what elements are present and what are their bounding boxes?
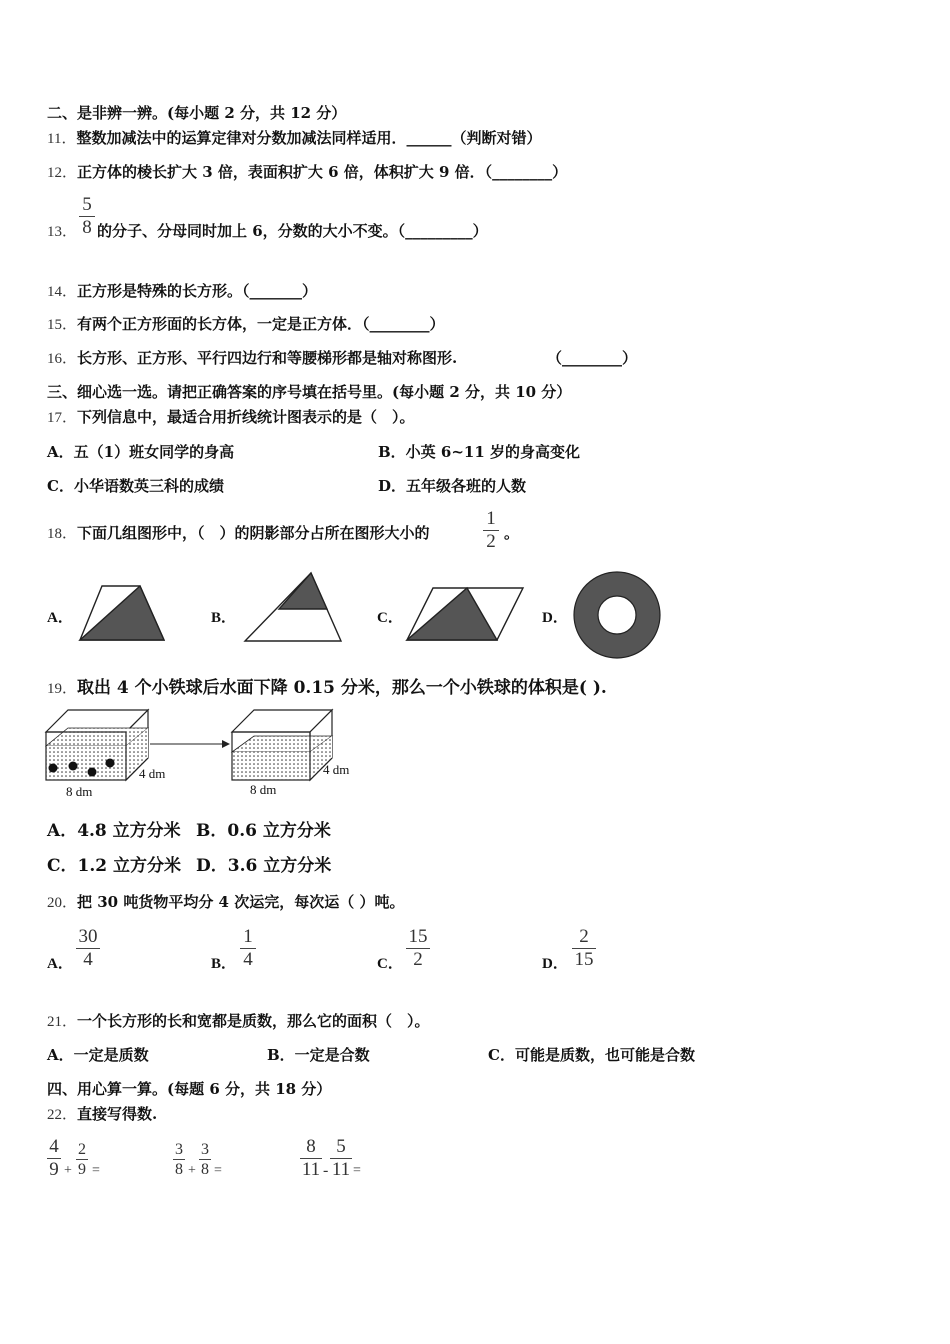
section-2-title: 二、是非辨一辨。(每小题 2 分，共 12 分）: [47, 104, 347, 122]
option-a[interactable]: A．五（1）班女同学的身高: [47, 443, 235, 461]
question-text: 正方形是特殊的长方形。（_______）: [77, 282, 318, 300]
question-19: [47, 677, 607, 700]
option-b-label[interactable]: B．: [211, 610, 237, 626]
option-b-fraction[interactable]: 1 4: [240, 926, 256, 971]
question-text: 下列信息中，最适合用折线统计图表示的是（ ）。: [77, 408, 415, 426]
expr1-operator: +: [64, 1163, 72, 1178]
question-text: 把 30 吨货物平均分 4 次运完，每次运（ ）吨。: [77, 893, 405, 911]
expr3-equals: =: [353, 1163, 361, 1178]
option-a[interactable]: A．4.8 立方分米: [47, 821, 181, 841]
question-text: 取出 4 个小铁球后水面下降 0.15 分米，那么一个小铁球的体积是( ).: [77, 678, 607, 698]
option-c-fraction[interactable]: 15 2: [406, 926, 430, 971]
expr3-fraction2: 5 11: [331, 1136, 351, 1180]
question-text: 下面几组图形中，（ ）的阴影部分占所在图形大小的: [77, 524, 430, 542]
question-text: 直接写得数.: [77, 1105, 158, 1123]
question-number: 15．: [47, 317, 78, 333]
option-d[interactable]: D．3.6 立方分米: [196, 856, 332, 876]
question-11: [47, 128, 541, 149]
right-tank-width-label: 8 dm: [250, 782, 277, 797]
question-12: [47, 162, 567, 183]
question-13-text: 的分子、分母同时加上 6，分数的大小不变。（_________）: [97, 222, 488, 240]
option-d[interactable]: D．五年级各班的人数: [378, 477, 527, 495]
figure-d-ring: [573, 571, 661, 659]
question-text: 有两个正方形面的长方体，一定是正方体．（________）: [77, 315, 445, 333]
option-c[interactable]: C．1.2 立方分米: [47, 856, 182, 876]
question-text: 整数加减法中的运算定律对分数加减法同样适用．______（判断对错）: [76, 129, 542, 147]
option-a-fraction[interactable]: 30 4: [76, 926, 100, 971]
question-number: 14．: [47, 284, 78, 300]
question-number: 19．: [47, 681, 78, 697]
option-a[interactable]: A．一定是质数: [47, 1046, 149, 1064]
right-tank-height-label: 4 dm: [323, 762, 350, 777]
option-d-fraction[interactable]: 2 15: [572, 926, 596, 971]
option-c[interactable]: C．小华语数英三科的成绩: [47, 477, 224, 495]
expr2-fraction1: 3 8: [175, 1141, 183, 1178]
fraction-5-8: 5 8: [79, 194, 95, 239]
question-20: [47, 892, 404, 913]
tank-after: [232, 710, 332, 780]
figure-b-triangle: [243, 571, 343, 643]
question-number: 21．: [47, 1014, 78, 1030]
question-16: [47, 348, 457, 369]
option-d-label[interactable]: D．: [542, 956, 568, 972]
option-c-label[interactable]: C．: [377, 610, 403, 626]
question-text: 正方体的棱长扩大 3 倍，表面积扩大 6 倍，体积扩大 9 倍．（________）: [77, 163, 568, 181]
expr2-equals: =: [214, 1163, 222, 1178]
question-text: 一个长方形的长和宽都是质数，那么它的面积（ ）。: [77, 1012, 430, 1030]
figure-a-trapezoid: [78, 584, 166, 642]
option-c-label[interactable]: C．: [377, 956, 403, 972]
question-22: [47, 1104, 157, 1125]
question-18: [47, 523, 430, 544]
question-16-blank: （________）: [547, 349, 638, 367]
section-3-title: 三、细心选一选。请把正确答案的序号填在括号里。(每小题 2 分，共 10 分）: [47, 383, 572, 401]
option-b[interactable]: B．小英 6~11 岁的身高变化: [378, 443, 581, 461]
expr1-fraction1: 4 9: [47, 1136, 61, 1181]
option-b[interactable]: B．一定是合数: [267, 1046, 370, 1064]
option-c[interactable]: C．可能是质数，也可能是合数: [488, 1046, 695, 1064]
question-number: 18．: [47, 526, 78, 542]
question-21: [47, 1011, 430, 1032]
question-17: [47, 407, 415, 428]
option-b[interactable]: B．0.6 立方分米: [196, 821, 331, 841]
expr1-fraction2: 2 9: [78, 1141, 86, 1178]
option-b-label[interactable]: B．: [211, 956, 237, 972]
option-a-label[interactable]: A．: [47, 956, 73, 972]
question-text: 长方形、正方形、平行四边行和等腰梯形都是轴对称图形.: [77, 349, 458, 367]
question-number: 20．: [47, 895, 78, 911]
left-tank-height-label: 4 dm: [139, 766, 166, 781]
fraction-1-2: 1 2: [483, 508, 499, 553]
question-number: 22．: [47, 1107, 78, 1123]
tank-before: [46, 710, 148, 780]
left-tank-width-label: 8 dm: [66, 784, 93, 799]
question-14: [47, 281, 317, 302]
expr2-fraction2: 3 8: [201, 1141, 209, 1178]
figure-c-parallelogram: [405, 586, 525, 642]
expr2-operator: +: [188, 1163, 196, 1178]
question-15: [47, 314, 445, 335]
option-a-label[interactable]: A．: [47, 610, 73, 626]
question-13-number: 13．: [47, 224, 78, 240]
question-number: 11．: [47, 131, 77, 147]
option-d-label[interactable]: D．: [542, 610, 568, 626]
expr3-fraction1: 8 11: [301, 1136, 321, 1180]
expr1-equals: =: [92, 1163, 100, 1178]
section-4-title: 四、用心算一算。(每题 6 分，共 18 分）: [47, 1080, 332, 1098]
question-18-tail: 。: [504, 524, 520, 542]
question-number: 17．: [47, 410, 78, 426]
expr3-operator: -: [323, 1162, 329, 1179]
question-number: 16．: [47, 351, 78, 367]
question-number: 12．: [47, 165, 78, 181]
